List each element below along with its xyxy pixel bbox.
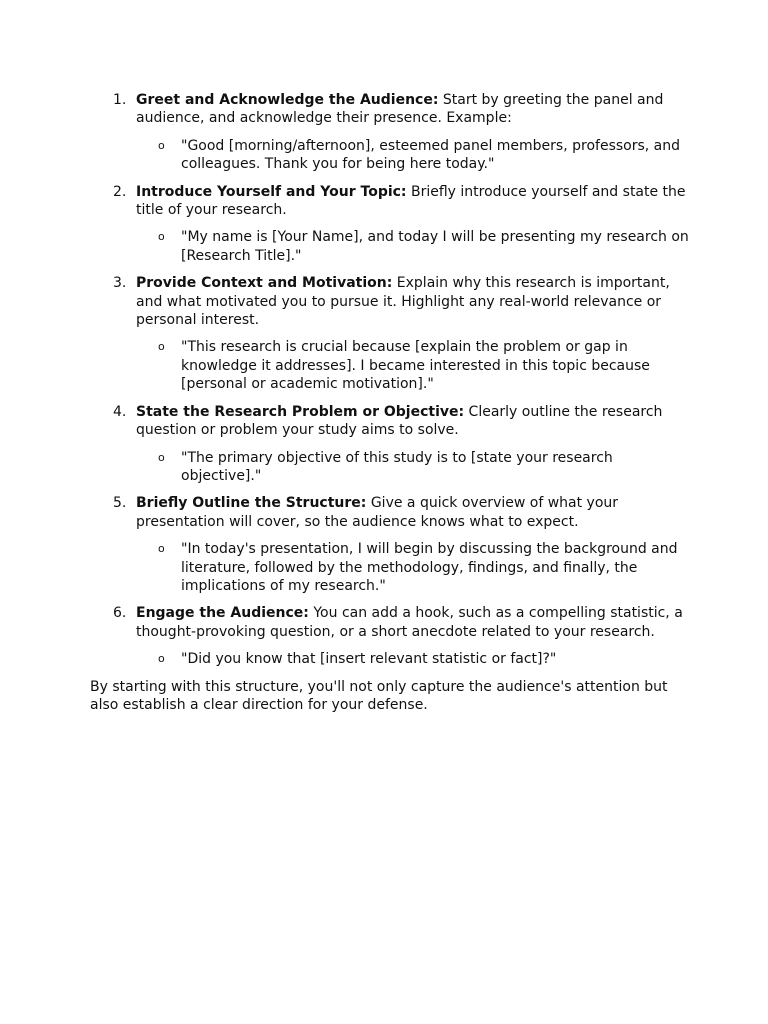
step-number: 5. bbox=[113, 495, 127, 512]
step-body: Clearly outline the research question or problem your study aims to solve. bbox=[136, 403, 663, 439]
step-item bbox=[113, 274, 690, 393]
step-text bbox=[136, 91, 690, 128]
step-number: 3. bbox=[113, 275, 127, 292]
step-number: 2. bbox=[113, 183, 127, 200]
example-text: "My name is [Your Name], and today I will be presenting my research on [Research Title]." bbox=[181, 229, 689, 264]
step-item bbox=[113, 403, 690, 486]
example-item bbox=[158, 228, 690, 265]
step-heading: Engage the Audience: bbox=[136, 605, 309, 622]
step-text bbox=[136, 403, 690, 440]
bullet-icon: o bbox=[158, 138, 165, 152]
example-list bbox=[136, 650, 690, 668]
step-number: 4. bbox=[113, 403, 127, 420]
example-list bbox=[136, 540, 690, 595]
step-item bbox=[113, 91, 690, 174]
example-item bbox=[158, 650, 690, 668]
step-heading: Introduce Yourself and Your Topic: bbox=[136, 183, 407, 200]
example-text: "In today's presentation, I will begin by discussing the background and literature, followed by the methodology, findings, and finally, the implications of my research." bbox=[181, 541, 678, 594]
example-text: "This research is crucial because [explain the problem or gap in knowledge it addresses]. I became interested in this topic because [personal or academic motivation]." bbox=[181, 339, 650, 393]
step-heading: State the Research Problem or Objective: bbox=[136, 403, 465, 420]
bullet-icon: o bbox=[158, 450, 165, 464]
step-body: Briefly introduce yourself and state the title of your research. bbox=[136, 183, 686, 219]
step-text bbox=[136, 494, 690, 531]
steps-list bbox=[90, 91, 690, 669]
step-item bbox=[113, 183, 690, 266]
step-text bbox=[136, 274, 690, 329]
example-text: "Good [morning/afternoon], esteemed panel members, professors, and colleagues. Thank you for being here today." bbox=[181, 137, 681, 173]
step-text bbox=[136, 604, 690, 641]
step-body: Explain why this research is important, and what motivated you to pursue it. Highlight any real-world relevance or personal interest. bbox=[136, 275, 670, 329]
step-number: 6. bbox=[113, 605, 127, 622]
example-list bbox=[136, 338, 690, 393]
example-list bbox=[136, 228, 690, 265]
bullet-icon: o bbox=[158, 230, 165, 244]
example-text: "The primary objective of this study is to [state your research objective]." bbox=[181, 449, 613, 484]
step-body: Give a quick overview of what your presentation will cover, so the audience knows what to expect. bbox=[136, 495, 619, 530]
step-number: 1. bbox=[113, 92, 127, 108]
step-item bbox=[113, 604, 690, 668]
step-text bbox=[136, 183, 690, 220]
step-heading: Briefly Outline the Structure: bbox=[136, 495, 367, 512]
example-list bbox=[136, 449, 690, 486]
example-item bbox=[158, 338, 690, 393]
step-heading: Greet and Acknowledge the Audience: bbox=[136, 92, 439, 108]
step-body: Start by greeting the panel and audience, and acknowledge their presence. Example: bbox=[136, 92, 664, 127]
example-item bbox=[158, 449, 690, 486]
example-text: "Did you know that [insert relevant statistic or fact]?" bbox=[181, 651, 557, 668]
bullet-icon: o bbox=[158, 542, 165, 556]
example-item bbox=[158, 137, 690, 174]
step-item bbox=[113, 494, 690, 595]
document-body bbox=[90, 91, 690, 714]
example-item bbox=[158, 540, 690, 595]
step-heading: Provide Context and Motivation: bbox=[136, 275, 393, 292]
bullet-icon: o bbox=[158, 340, 165, 354]
example-list bbox=[136, 137, 690, 174]
bullet-icon: o bbox=[158, 652, 165, 666]
closing-paragraph: By starting with this structure, you'll not only capture the audience's attention but also establish a clear direction for your defense. bbox=[90, 678, 668, 713]
step-body: You can add a hook, such as a compelling statistic, a thought-provoking question, or a short anecdote related to your research. bbox=[136, 605, 683, 640]
